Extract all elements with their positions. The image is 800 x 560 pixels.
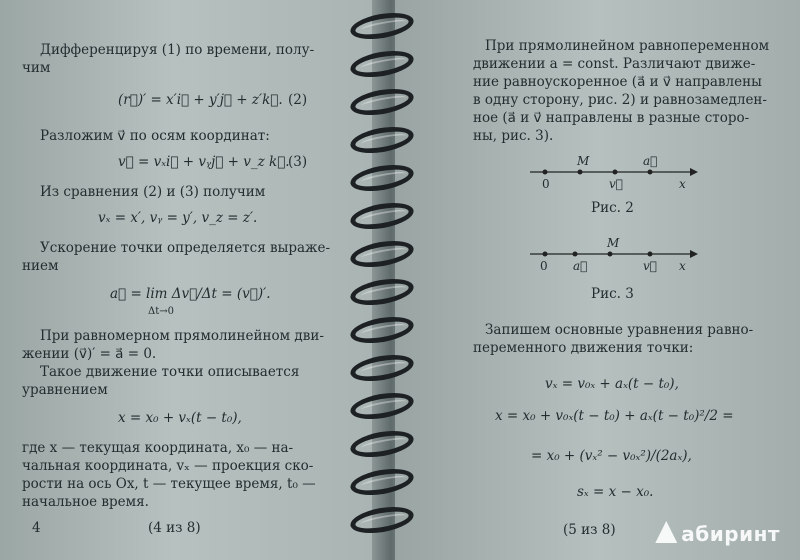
left-p1-line1: Дифференцируя (1) по времени, полу- bbox=[40, 42, 315, 58]
left-equation-3: v⃗ = vₓi⃗ + vᵧj⃗ + v_z k⃗. bbox=[118, 154, 290, 170]
right-p1-line1: При прямолинейном равнопеременном bbox=[485, 38, 770, 54]
figure-2-point-m: M bbox=[577, 154, 590, 168]
right-equation-3: = x₀ + (vₓ² − v₀ₓ²)/(2aₓ), bbox=[531, 448, 692, 464]
figure-3-x-label: x bbox=[679, 259, 686, 273]
left-p5-line1: При равномерном прямолинейном дви- bbox=[40, 328, 324, 344]
left-equation-5: a⃗ = lim Δv⃗/Δt = (v⃗)′. bbox=[110, 286, 271, 302]
figure-3-point-m: M bbox=[607, 236, 620, 250]
watermark-icon bbox=[655, 521, 677, 543]
left-p6-line1: Такое движение точки описывается bbox=[40, 364, 300, 380]
figure-2-caption: Рис. 2 bbox=[591, 200, 634, 216]
left-p1-line2: чим bbox=[22, 60, 51, 76]
right-p1-line4: в одну сторону, рис. 2) и равнозамедлен- bbox=[473, 92, 767, 108]
figure-2-vector-a: a⃗ bbox=[643, 154, 658, 168]
left-equation-6: x = x₀ + vₓ(t − t₀), bbox=[118, 410, 242, 426]
right-p1-line2: движении a = const. Различают движе- bbox=[473, 56, 756, 72]
figure-3-vector-a: a⃗ bbox=[573, 259, 588, 273]
right-p1-line6: ны, рис. 3). bbox=[473, 128, 554, 144]
right-equation-2: x = x₀ + v₀ₓ(t − t₀) + aₓ(t − t₀)²/2 = bbox=[495, 408, 734, 424]
left-footer: (4 из 8) bbox=[148, 520, 201, 536]
figure-3-origin: 0 bbox=[540, 259, 548, 273]
watermark-text: абиринт bbox=[681, 522, 780, 546]
left-equation-2-number: (2) bbox=[288, 92, 308, 108]
right-equation-1: vₓ = v₀ₓ + aₓ(t − t₀), bbox=[545, 376, 679, 392]
right-p1-line5: ное (a⃗ и v⃗ направлены в разные сторо- bbox=[473, 110, 750, 126]
left-p5-line2: жении (v⃗)′ = a⃗ = 0. bbox=[22, 346, 157, 362]
left-equation-3-number: (3) bbox=[288, 154, 308, 170]
right-page bbox=[395, 0, 800, 560]
left-p4-line1: Ускорение точки определяется выраже- bbox=[40, 240, 331, 256]
figure-2-vector-v: v⃗ bbox=[609, 177, 623, 191]
left-p6-line2: уравнением bbox=[22, 382, 108, 398]
left-equation-2: (r⃗)′ = x′i⃗ + y′j⃗ + z′k⃗. bbox=[118, 92, 283, 108]
figure-3-caption: Рис. 3 bbox=[591, 286, 634, 302]
left-p7-line4: начальное время. bbox=[22, 494, 149, 510]
left-p2: Разложим v⃗ по осям координат: bbox=[40, 128, 270, 144]
left-p7-line3: рости на ось Ox, t — текущее время, t₀ — bbox=[22, 476, 316, 492]
left-p7-line1: где x — текущая координата, x₀ — на- bbox=[22, 440, 294, 456]
right-p2-line1: Запишем основные уравнения равно- bbox=[485, 322, 754, 338]
figure-2-x-label: x bbox=[679, 177, 686, 191]
left-equation-5-limit: Δt→0 bbox=[148, 306, 174, 317]
left-equation-4: vₓ = x′, vᵧ = y′, v_z = z′. bbox=[98, 210, 258, 226]
right-equation-4: sₓ = x − x₀. bbox=[577, 484, 654, 500]
figure-2-origin: 0 bbox=[542, 177, 550, 191]
left-p7-line2: чальная координата, vₓ — проекция ско- bbox=[22, 458, 314, 474]
watermark-logo bbox=[655, 521, 780, 546]
figure-3-vector-v: v⃗ bbox=[643, 259, 657, 273]
left-page-number: 4 bbox=[32, 520, 41, 536]
left-page bbox=[0, 0, 385, 560]
left-p3: Из сравнения (2) и (3) получим bbox=[40, 184, 266, 200]
right-p1-line3: ние равноускоренное (a⃗ и v⃗ направлены bbox=[473, 74, 762, 90]
right-footer: (5 из 8) bbox=[563, 522, 616, 538]
right-p2-line2: переменного движения точки: bbox=[473, 340, 694, 356]
left-p4-line2: нием bbox=[22, 258, 59, 274]
